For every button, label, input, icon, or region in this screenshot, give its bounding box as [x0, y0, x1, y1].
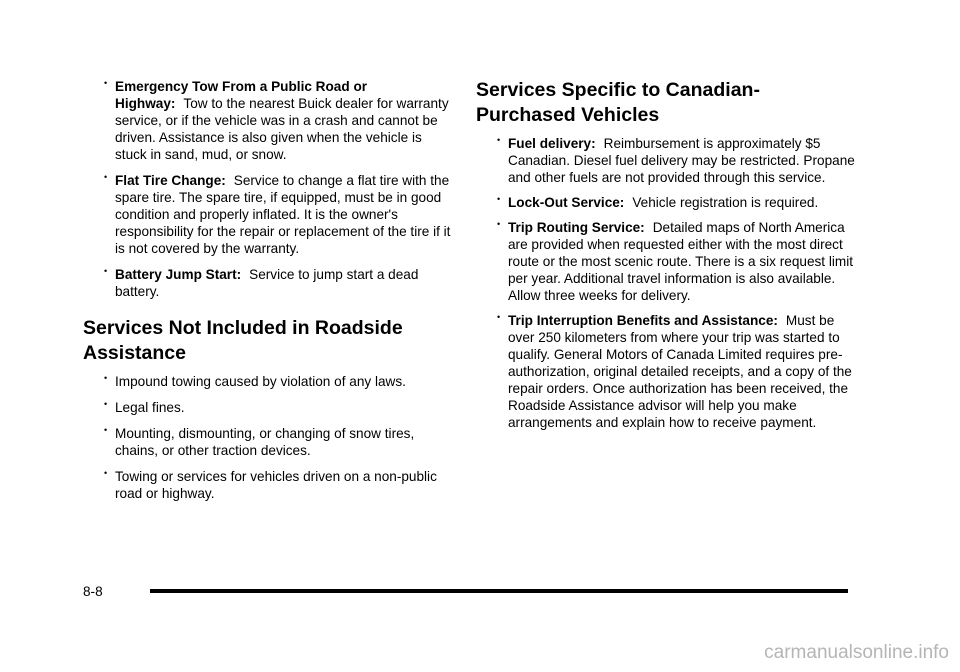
bullet-icon: •	[104, 172, 108, 182]
bullet-icon: •	[497, 219, 501, 229]
list-item	[83, 172, 455, 257]
bullet-icon: •	[104, 399, 108, 409]
bullet-icon: •	[497, 312, 501, 322]
item-term: Emergency Tow From a Public Road or Highway:	[115, 79, 368, 111]
item-term: Trip Interruption Benefits and Assistance:	[508, 313, 778, 328]
list-item	[83, 468, 455, 502]
section-heading-not-included: Services Not Included in Roadside Assistance	[83, 317, 403, 364]
left-column	[83, 78, 455, 511]
bullet-icon: •	[104, 373, 108, 383]
right-column	[476, 78, 856, 439]
footer-rule	[150, 589, 848, 593]
item-text: Vehicle registration is required.	[632, 195, 819, 210]
list-item	[83, 266, 455, 300]
list-item	[476, 219, 856, 304]
bullet-icon: •	[497, 194, 501, 204]
item-term: Battery Jump Start:	[115, 267, 242, 282]
item-text: Impound towing caused by violation of any laws.	[115, 374, 406, 389]
item-text: Service to jump start a dead battery.	[115, 267, 419, 299]
list-item	[476, 194, 856, 211]
list-item	[83, 399, 455, 416]
item-text: Must be over 250 kilometers from where your trip was started to qualify. General Motors of Canada Limited requires pre-authorization, original detailed receipts, and a copy of the repair orders. Once authorization has been received, the Roadside Assistance advisor will help you make arrangements and explain how to receive payment.	[508, 313, 852, 430]
item-term: Flat Tire Change:	[115, 173, 226, 188]
roadside-services-list	[83, 78, 455, 300]
list-item	[83, 425, 455, 459]
bullet-icon: •	[104, 78, 108, 88]
not-included-list	[83, 373, 455, 502]
list-item	[83, 78, 455, 163]
canadian-services-list	[476, 135, 856, 431]
list-item	[476, 135, 856, 186]
item-term: Fuel delivery:	[508, 136, 596, 151]
item-text: Tow to the nearest Buick dealer for warranty service, or if the vehicle was in a crash and cannot be driven. Assistance is also given when the vehicle is stuck in sand, mud, or snow.	[115, 96, 449, 162]
section-heading-canadian: Services Specific to Canadian-Purchased Vehicles	[476, 79, 760, 126]
item-text: Reimbursement is approximately $5 Canadian. Diesel fuel delivery may be restricted. Propane and other fuels are not provided through this service.	[508, 136, 855, 185]
list-item	[83, 373, 455, 390]
list-item	[476, 312, 856, 431]
bullet-icon: •	[497, 135, 501, 145]
item-term: Trip Routing Service:	[508, 220, 645, 235]
item-text: Legal fines.	[115, 400, 185, 415]
page-number: 8-8	[83, 584, 103, 599]
item-text: Detailed maps of North America are provided when requested either with the most direct route or the most scenic route. There is a six request limit per year. Additional travel information is also available. Allow three weeks for delivery.	[508, 220, 854, 303]
item-text: Mounting, dismounting, or changing of snow tires, chains, or other traction devices.	[115, 426, 415, 458]
bullet-icon: •	[104, 468, 108, 478]
bullet-icon: •	[104, 266, 108, 276]
item-term: Lock-Out Service:	[508, 195, 625, 210]
bullet-icon: •	[104, 425, 108, 435]
item-text: Towing or services for vehicles driven on a non-public road or highway.	[115, 469, 437, 501]
item-text: Service to change a flat tire with the spare tire. The spare tire, if equipped, must be in good condition and properly inflated. It is the owner's responsibility for the repair or replacement of the tire if it is not covered by the warranty.	[115, 173, 451, 256]
watermark: carmanualsonline.info	[764, 642, 949, 663]
